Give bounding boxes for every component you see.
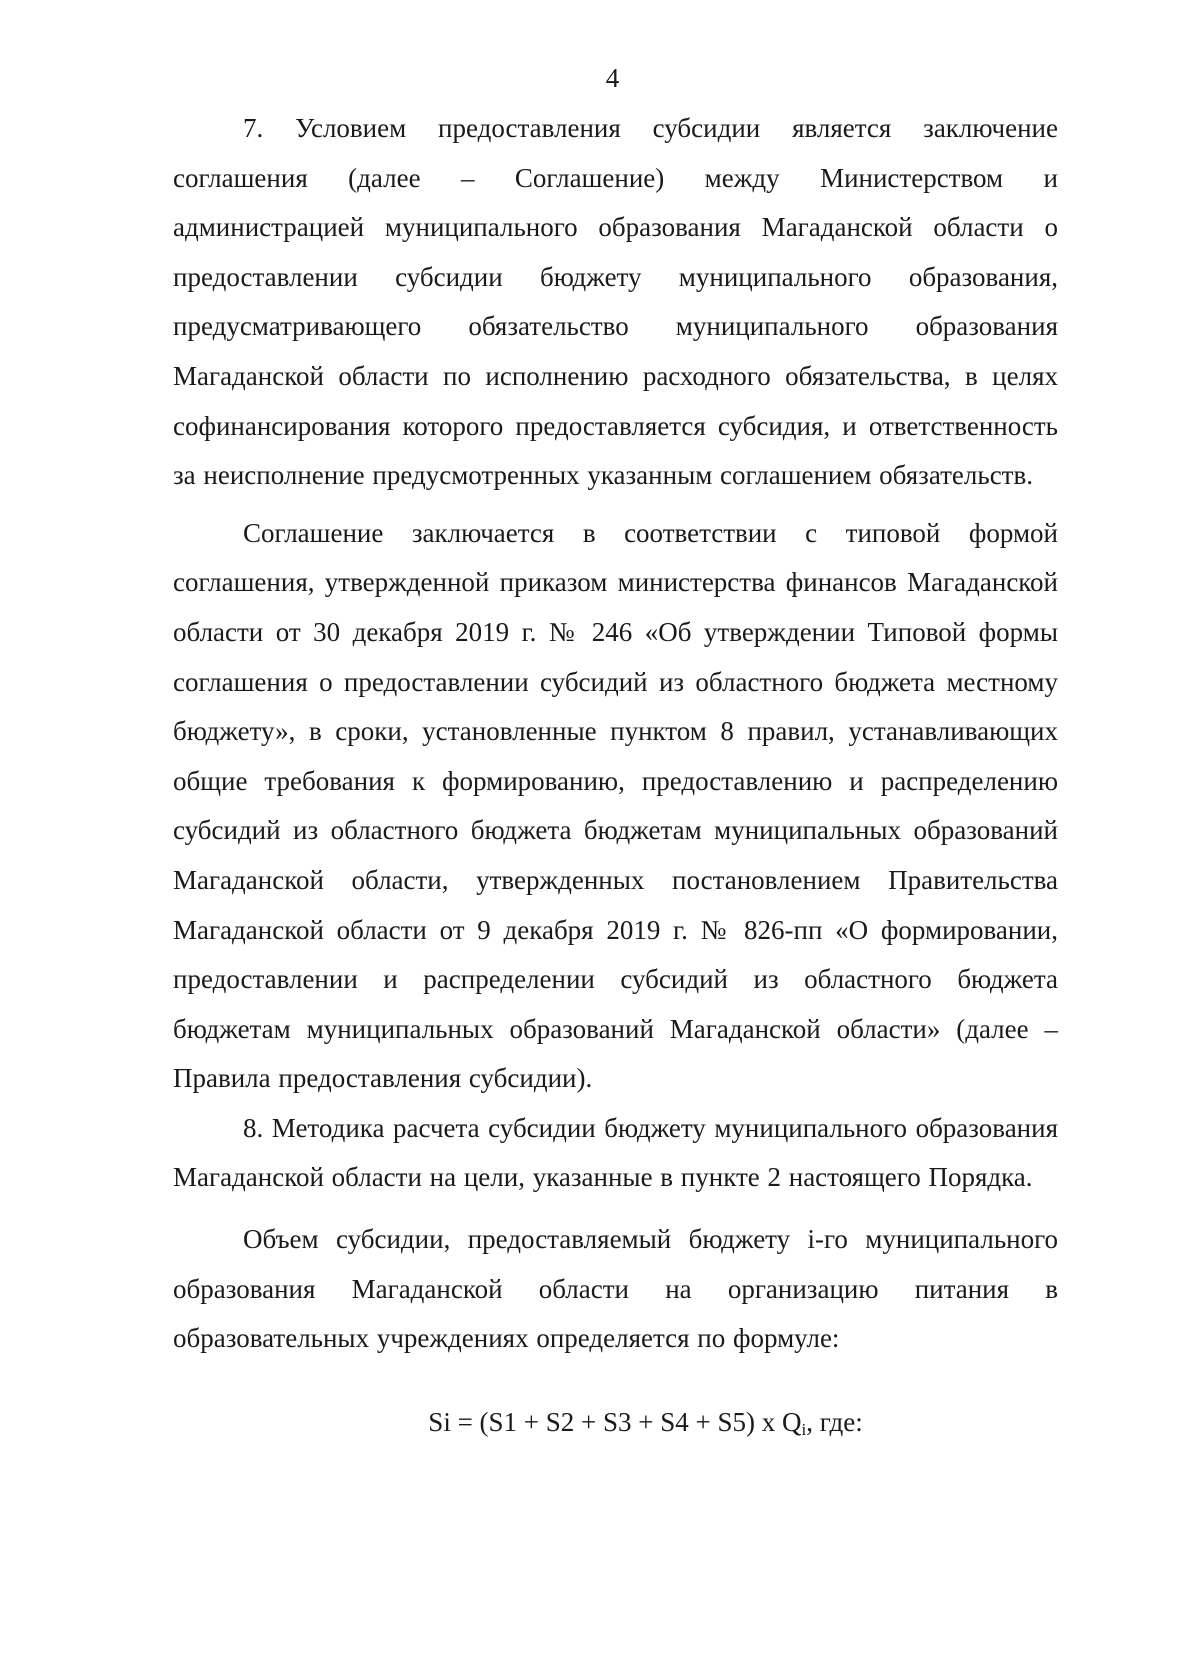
paragraph-subsidy-volume: Объем субсидии, предоставляемый бюджету i-го муниципального образования Магаданской области на организацию питания в образовательных учреждениях определяется по формуле: — [173, 1224, 1058, 1354]
formula-suffix: , где: — [806, 1406, 863, 1437]
paragraph-7-condition: 7. Условием предоставления субсидии является заключение соглашения (далее – Соглашение) между Министерством и администрацией муниципального образования Магаданской области о предоставлении субсидии бюджету муниципального образования, предусматривающего обязательство муниципального образования Магаданской области по исполнению расходного обязательства, в целях софинансирования которого предоставляется субсидия, и ответственность за неисполнение предусмотренных указанным соглашением обязательств. — [173, 113, 1058, 491]
subsidy-formula — [173, 1402, 1058, 1450]
paragraph-agreement-form: Соглашение заключается в соответствии с типовой формой соглашения, утвержденной приказом министерства финансов Магаданской области от 30 декабря 2019 г. № 246 «Об утверждении Типовой формы соглашения о предоставлении субсидий из областного бюджета местному бюджету», в сроки, установленные пунктом 8 правил, устанавливающих общие требования к формированию, предоставлению и распределению субсидий из областного бюджета бюджетам муниципальных образований Магаданской области, утвержденных постановлением Правительства Магаданской области от 9 декабря 2019 г. № 826-пп «О формировании, предоставлении и распределении субсидий из областного бюджета бюджетам муниципальных образований Магаданской области» (далее – Правила предоставления субсидии). — [173, 517, 1058, 1094]
formula-subscript: i — [801, 1419, 807, 1439]
page-number: 4 — [605, 63, 620, 93]
formula-main: Si = (S1 + S2 + S3 + S4 + S5) x Q — [428, 1406, 802, 1437]
document-body — [173, 104, 1058, 1450]
paragraph-8-methodology: 8. Методика расчета субсидии бюджету муниципального образования Магаданской области на цели, указанные в пункте 2 настоящего Порядка. — [173, 1112, 1058, 1193]
